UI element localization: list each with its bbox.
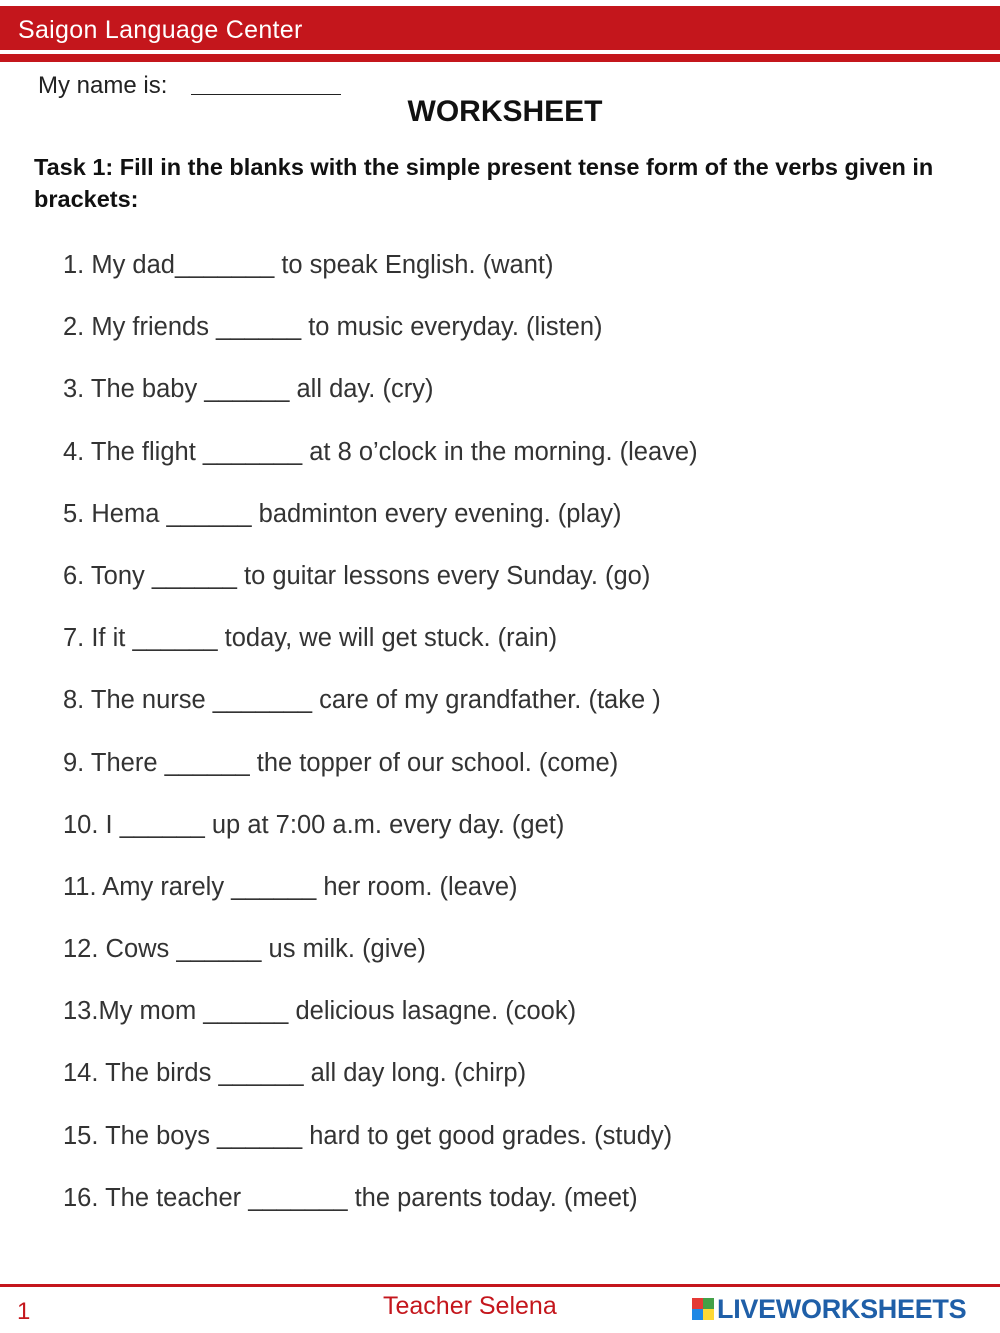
- exercise-item[interactable]: 15. The boys ______ hard to get good grades. (study): [63, 1121, 673, 1150]
- liveworksheets-logo[interactable]: [692, 1292, 966, 1326]
- exercise-item[interactable]: 6. Tony ______ to guitar lessons every Sunday. (go): [63, 561, 651, 590]
- exercise-item[interactable]: 14. The birds ______ all day long. (chirp): [63, 1059, 527, 1088]
- exercise-item[interactable]: 8. The nurse _______ care of my grandfather. (take ): [63, 686, 661, 715]
- name-label: My name is:: [38, 72, 168, 99]
- exercise-item[interactable]: 2. My friends ______ to music everyday. (listen): [63, 313, 603, 342]
- footer-divider: [0, 1284, 1000, 1287]
- exercise-item[interactable]: 13.My mom ______ delicious lasagne. (cook): [63, 997, 577, 1026]
- exercise-item[interactable]: 11. Amy rarely ______ her room. (leave): [63, 872, 518, 901]
- exercise-item[interactable]: 4. The flight _______ at 8 o’clock in the morning. (leave): [63, 437, 698, 466]
- exercise-item[interactable]: 10. I ______ up at 7:00 a.m. every day. (get): [63, 810, 565, 839]
- task-instructions: Task 1: Fill in the blanks with the simple present tense form of the verbs given in brackets:: [34, 154, 934, 212]
- exercise-item[interactable]: 12. Cows ______ us milk. (give): [63, 935, 426, 964]
- exercise-item[interactable]: 7. If it ______ today, we will get stuck. (rain): [63, 624, 558, 653]
- exercise-item[interactable]: 9. There ______ the topper of our school. (come): [63, 748, 619, 777]
- liveworksheets-brand-text: LIVEWORKSHEETS: [717, 1293, 967, 1324]
- exercise-item[interactable]: 16. The teacher _______ the parents today. (meet): [63, 1183, 638, 1212]
- exercise-item[interactable]: 3. The baby ______ all day. (cry): [63, 375, 434, 404]
- exercise-list: [63, 247, 698, 1242]
- exercise-item[interactable]: 1. My dad_______ to speak English. (want): [63, 251, 554, 279]
- header-bar: [0, 6, 1000, 50]
- footer-teacher-name: Teacher Selena: [383, 1292, 557, 1320]
- worksheet-title: WORKSHEET: [407, 95, 603, 128]
- liveworksheets-logo-icon: [692, 1298, 714, 1320]
- header-title: Saigon Language Center: [18, 16, 303, 44]
- header-divider: [0, 54, 1000, 62]
- exercise-item[interactable]: 5. Hema ______ badminton every evening. (play): [63, 499, 622, 528]
- page-number: 1: [17, 1298, 31, 1325]
